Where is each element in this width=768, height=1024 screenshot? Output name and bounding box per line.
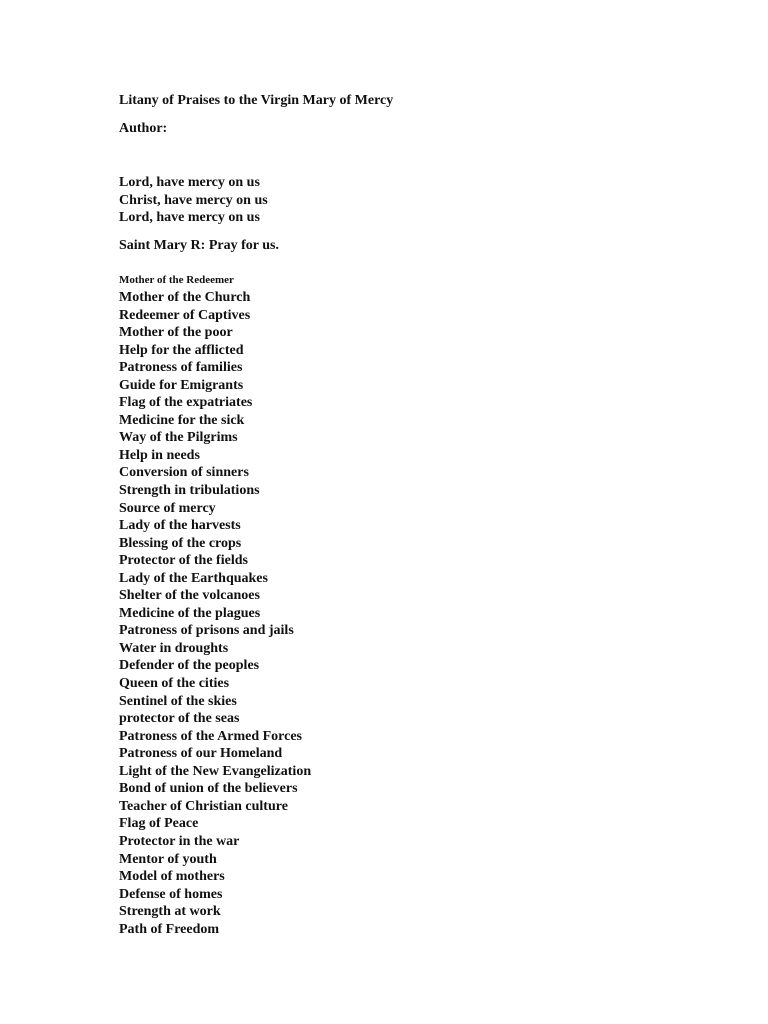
kyrie-line: Lord, have mercy on us [119, 210, 260, 225]
litany-title: Way of the Pilgrims [119, 430, 238, 446]
litany-title: Conversion of sinners [119, 465, 249, 481]
litany-title: Flag of Peace [119, 816, 199, 832]
kyrie-line: Lord, have mercy on us [119, 175, 260, 190]
litany-title: Model of mothers [119, 869, 225, 885]
litany-title: Source of mercy [119, 500, 216, 516]
litany-title: Patroness of the Armed Forces [119, 728, 302, 744]
litany-title: Path of Freedom [119, 921, 220, 937]
litany-title: Light of the New Evangelization [119, 763, 312, 779]
litany-title: Protector in the war [119, 833, 240, 849]
litany-title: Bond of union of the believers [119, 781, 298, 797]
titles-list [119, 289, 311, 938]
invocation-line: Saint Mary R: Pray for us. [119, 238, 279, 253]
litany-title: Mentor of youth [119, 851, 217, 867]
litany-title: Mother of the Church [119, 290, 251, 305]
litany-title: Redeemer of Captives [119, 307, 251, 323]
litany-title: Lady of the harvests [119, 518, 241, 534]
litany-title: Water in droughts [119, 640, 229, 656]
litany-title: Mother of the poor [119, 325, 233, 341]
litany-title: Strength at work [119, 904, 221, 920]
litany-title: Shelter of the volcanoes [119, 588, 260, 604]
litany-title: Protector of the fields [119, 553, 248, 569]
litany-title: Blessing of the crops [119, 535, 242, 551]
litany-title: Defender of the peoples [119, 658, 260, 674]
litany-title: Defense of homes [119, 886, 223, 902]
first-title: Mother of the Redeemer [119, 274, 234, 286]
kyrie-list [119, 174, 268, 227]
litany-title: Patroness of families [119, 360, 243, 376]
litany-title: Patroness of prisons and jails [119, 623, 294, 639]
litany-title: Strength in tribulations [119, 483, 260, 499]
litany-title: Help for the afflicted [119, 342, 244, 358]
litany-title: Flag of the expatriates [119, 395, 253, 411]
author-label: Author: [119, 121, 168, 136]
litany-title: Medicine for the sick [119, 412, 245, 428]
litany-title: Queen of the cities [119, 676, 230, 692]
litany-title: Medicine of the plagues [119, 605, 261, 621]
litany-title: protector of the seas [119, 711, 240, 727]
litany-title: Lady of the Earthquakes [119, 570, 268, 586]
litany-title: Patroness of our Homeland [119, 746, 283, 762]
litany-title: Teacher of Christian culture [119, 798, 288, 814]
litany-title: Sentinel of the skies [119, 693, 237, 709]
document-title: Litany of Praises to the Virgin Mary of Mercy [119, 93, 394, 108]
litany-title: Guide for Emigrants [119, 377, 244, 393]
kyrie-line: Christ, have mercy on us [119, 192, 268, 208]
litany-title: Help in needs [119, 447, 200, 463]
